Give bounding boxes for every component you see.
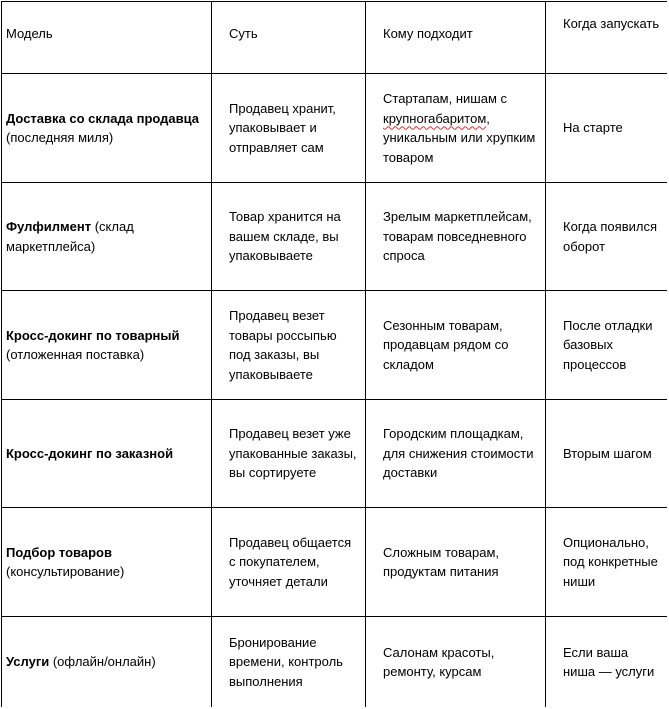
row4-fits: Городским площадкам, для снижения стоимости доставки xyxy=(383,426,534,481)
row5-fits: Сложным товарам, продуктам питания xyxy=(383,544,500,579)
row1-essence-cell xyxy=(212,74,365,182)
row5-when: Опционально, под конкретные ниши xyxy=(563,534,658,589)
row1-fits-part3: , уникальным или хрупким товаром xyxy=(383,110,536,165)
header-fits-label: Кому подходит xyxy=(383,26,473,41)
row6-when-cell xyxy=(546,617,667,707)
row5-when-cell xyxy=(546,508,667,616)
row6-essence-cell xyxy=(212,617,365,707)
row1-when-cell xyxy=(546,74,667,182)
row1-model-note: (последняя миля) xyxy=(6,130,114,145)
header-cell-when xyxy=(546,2,667,73)
row3-essence-cell xyxy=(212,291,365,399)
row1-fits-part1: Стартапам, нишам с xyxy=(383,91,507,106)
row6-model-name: Услуги xyxy=(6,654,50,670)
row3-model-cell xyxy=(2,291,211,399)
row6-essence: Бронирование времени, контроль выполнения xyxy=(229,634,343,689)
row2-model-name: Фулфилмент xyxy=(6,219,92,234)
row3-when-cell xyxy=(546,291,667,399)
header-cell-model xyxy=(2,2,211,73)
header-cell-essence xyxy=(212,2,365,73)
row5-model-note: (консультирование) xyxy=(6,564,125,579)
row2-essence: Товар хранится на вашем складе, вы упаковываете xyxy=(229,209,341,264)
row6-model-note: (офлайн/онлайн) xyxy=(49,654,156,670)
row2-model-cell xyxy=(2,183,211,290)
row1-when: На старте xyxy=(563,120,623,136)
row3-when: После отладки базовых процессов xyxy=(563,317,653,372)
row4-model-cell xyxy=(2,400,211,507)
row5-essence-cell xyxy=(212,508,365,616)
header-cell-fits xyxy=(366,2,545,73)
row6-when: Если ваша ниша — услуги xyxy=(563,644,655,679)
row2-fits: Зрелым маркетплейсам, товарам повседневного спроса xyxy=(383,209,532,264)
row5-model-cell xyxy=(2,508,211,616)
row3-model-name: Кросс-докинг по товарный xyxy=(6,327,180,343)
row4-essence-cell xyxy=(212,400,365,507)
row2-when-cell xyxy=(546,183,667,290)
header-when-label: Когда запускать xyxy=(563,16,660,31)
row4-when: Вторым шагом xyxy=(563,445,652,461)
models-table xyxy=(1,1,667,707)
row6-model-cell xyxy=(2,617,211,707)
row1-fits-misspelled-word: крупногабаритом xyxy=(383,110,487,126)
row1-model-cell xyxy=(2,74,211,182)
row1-model-name: Доставка со склада продавца xyxy=(6,110,200,126)
header-model-label: Модель xyxy=(6,26,53,41)
row3-fits: Сезонным товарам, продавцам рядом со складом xyxy=(383,317,509,372)
row4-essence: Продавец везет уже упакованные заказы, вы сортируете xyxy=(229,426,357,481)
row5-model-name: Подбор товаров xyxy=(6,544,112,560)
row1-essence: Продавец хранит, упаковывает и отправляет сам xyxy=(229,100,336,155)
header-essence-label: Суть xyxy=(229,26,258,41)
row2-model-note: (склад маркетплейса) xyxy=(6,219,134,254)
row6-fits-cell xyxy=(366,617,545,707)
row3-essence: Продавец везет товары россыпью под заказы, вы упаковываете xyxy=(229,308,337,382)
row2-when: Когда появился оборот xyxy=(563,219,657,254)
row5-fits-cell xyxy=(366,508,545,616)
row4-fits-cell xyxy=(366,400,545,507)
row5-essence: Продавец общается с покупателем, уточняет детали xyxy=(229,534,352,589)
row3-fits-cell xyxy=(366,291,545,399)
row4-when-cell xyxy=(546,400,667,507)
row4-model-name: Кросс-докинг по заказной xyxy=(6,445,174,461)
row2-fits-cell xyxy=(366,183,545,290)
row6-fits: Салонам красоты, ремонту, курсам xyxy=(383,644,495,679)
row3-model-note: (отложенная поставка) xyxy=(6,347,145,362)
row2-essence-cell xyxy=(212,183,365,290)
row1-fits-cell xyxy=(366,74,545,182)
